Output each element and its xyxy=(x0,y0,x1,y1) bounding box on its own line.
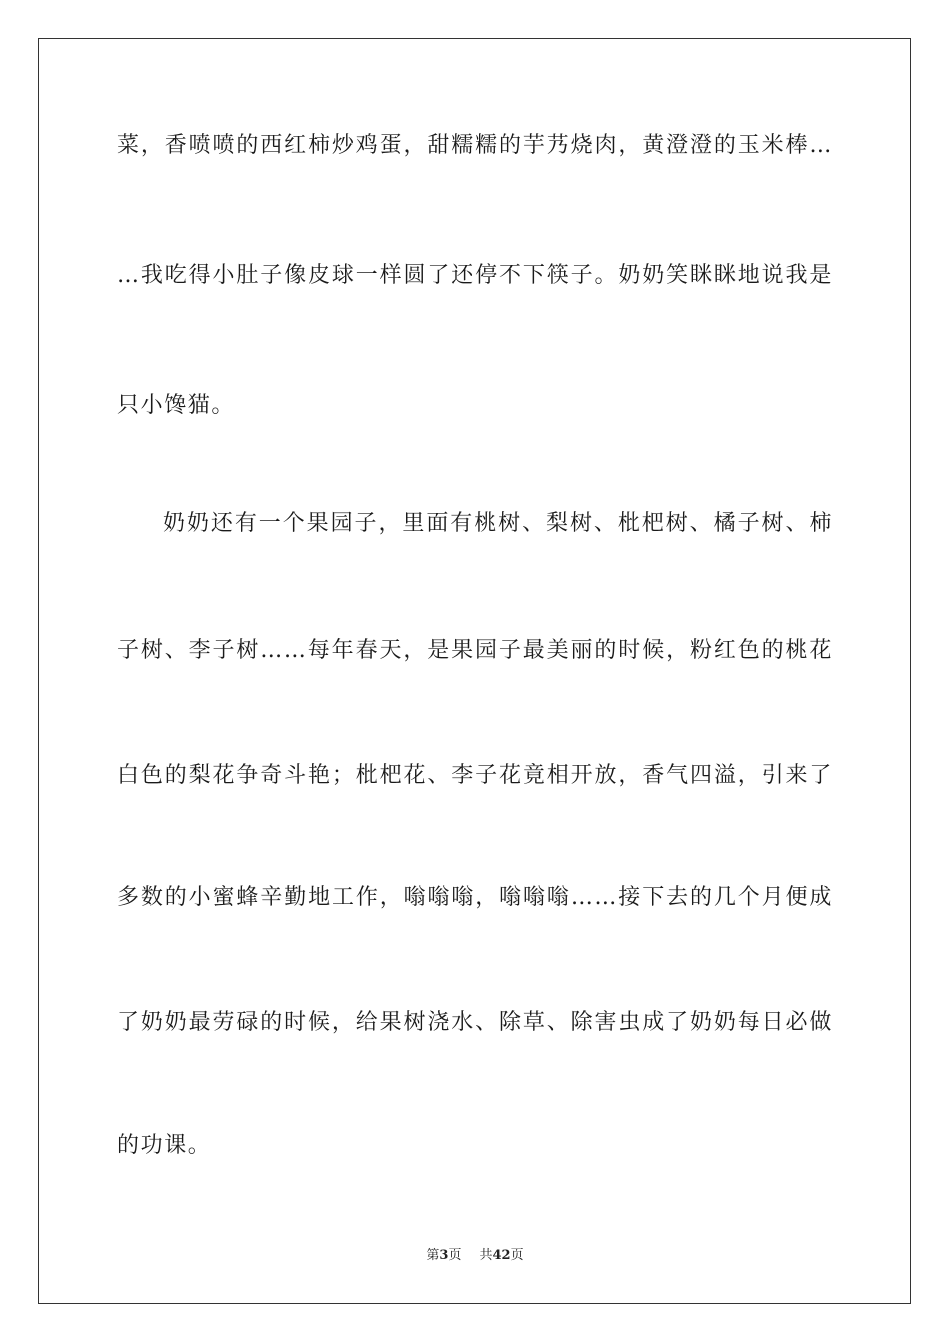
text-line-3: 只小馋猫。 xyxy=(117,393,236,418)
page-footer xyxy=(0,1247,950,1265)
total-label-prefix: 共 xyxy=(479,1248,493,1263)
text-line-8: 了奶奶最劳碌的时候，给果树浇水、除草、除害虫成了奶奶每日必做 xyxy=(117,1010,833,1035)
text-line-4: 奶奶还有一个果园子，里面有桃树、梨树、枇杷树、橘子树、柿 xyxy=(163,511,833,536)
page-label-prefix: 第 xyxy=(426,1248,440,1263)
text-line-1: 菜，香喷喷的西红柿炒鸡蛋，甜糯糯的芋艿烧肉，黄澄澄的玉米棒… xyxy=(117,133,833,158)
text-line-6: 白色的梨花争奇斗艳；枇杷花、李子花竟相开放，香气四溢，引来了 xyxy=(117,763,833,788)
text-line-9: 的功课。 xyxy=(117,1133,212,1158)
page-number: 3 xyxy=(439,1248,449,1263)
total-label-suffix: 页 xyxy=(510,1248,524,1263)
text-line-7: 多数的小蜜蜂辛勤地工作，嗡嗡嗡，嗡嗡嗡……接下去的几个月便成 xyxy=(117,885,833,910)
text-line-2: …我吃得小肚子像皮球一样圆了还停不下筷子。奶奶笑眯眯地说我是 xyxy=(117,263,833,288)
page-border xyxy=(38,38,911,1304)
text-line-5: 子树、李子树……每年春天，是果园子最美丽的时候，粉红色的桃花 xyxy=(117,638,833,663)
total-pages: 42 xyxy=(492,1248,511,1263)
page-label-suffix: 页 xyxy=(448,1248,462,1263)
